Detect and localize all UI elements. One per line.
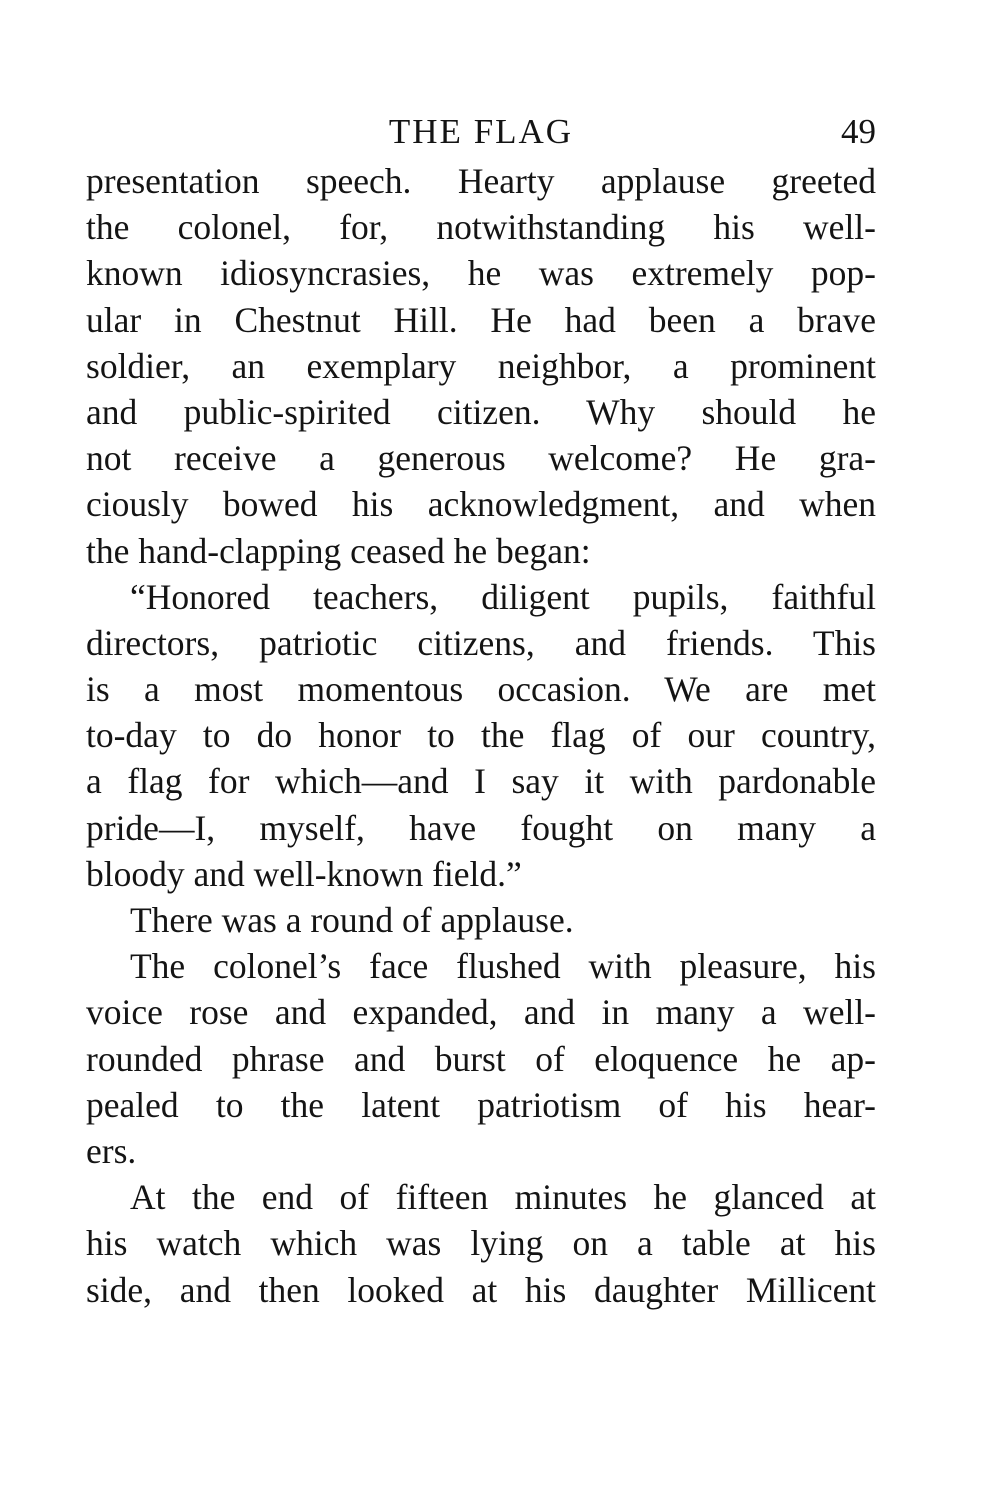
paragraph-fifteen-minutes (86, 1174, 876, 1313)
text-line: At the end of fifteen minutes he glanced at (130, 1177, 876, 1218)
body-text (86, 158, 876, 1313)
text-line: presentation speech. Hearty applause greeted (86, 161, 876, 201)
paragraph-colonel-speech (86, 574, 876, 897)
text-line: to-day to do honor to the flag of our country, (86, 715, 876, 756)
text-line: voice rose and expanded, and in many a well- (86, 992, 876, 1033)
text-line: pealed to the latent patriotism of his hear- (86, 1084, 876, 1125)
text-line: The colonel’s face flushed with pleasure, his (130, 946, 876, 987)
text-line: pride—I, myself, have fought on many a (86, 807, 876, 848)
text-line: not receive a generous welcome? He gra- (86, 438, 876, 479)
text-line: rounded phrase and burst of eloquence he ap- (86, 1038, 876, 1079)
paragraph-colonel-face (86, 943, 876, 1174)
paragraph-presentation-speech (86, 158, 876, 574)
text-line: ciously bowed his acknowledgment, and when (86, 484, 876, 525)
book-page (86, 106, 876, 1313)
text-line: ular in Chestnut Hill. He had been a brave (86, 299, 876, 340)
page-number: 49 (841, 112, 876, 151)
text-line: There was a round of applause. (130, 900, 574, 940)
text-line: is a most momentous occasion. We are met (86, 669, 876, 710)
text-line: bloody and well-known field.” (86, 853, 522, 894)
text-line: a flag for which—and I say it with pardonable (86, 761, 876, 802)
paragraph-applause (86, 897, 876, 943)
running-head (86, 106, 876, 158)
text-line: the colonel, for, notwithstanding his well- (86, 207, 876, 248)
text-line: the hand-clapping ceased he began: (86, 530, 591, 571)
text-line: “Honored teachers, diligent pupils, faithful (130, 576, 876, 617)
text-line: his watch which was lying on a table at his (86, 1223, 876, 1264)
text-line: ers. (86, 1130, 137, 1171)
text-line: known idiosyncrasies, he was extremely pop- (86, 253, 876, 294)
running-title: THE FLAG (388, 112, 574, 151)
text-line: and public-spirited citizen. Why should he (86, 391, 876, 432)
text-line: side, and then looked at his daughter Millicent (86, 1269, 876, 1310)
text-line: directors, patriotic citizens, and friends. This (86, 622, 876, 663)
text-line: soldier, an exemplary neighbor, a prominent (86, 345, 876, 386)
